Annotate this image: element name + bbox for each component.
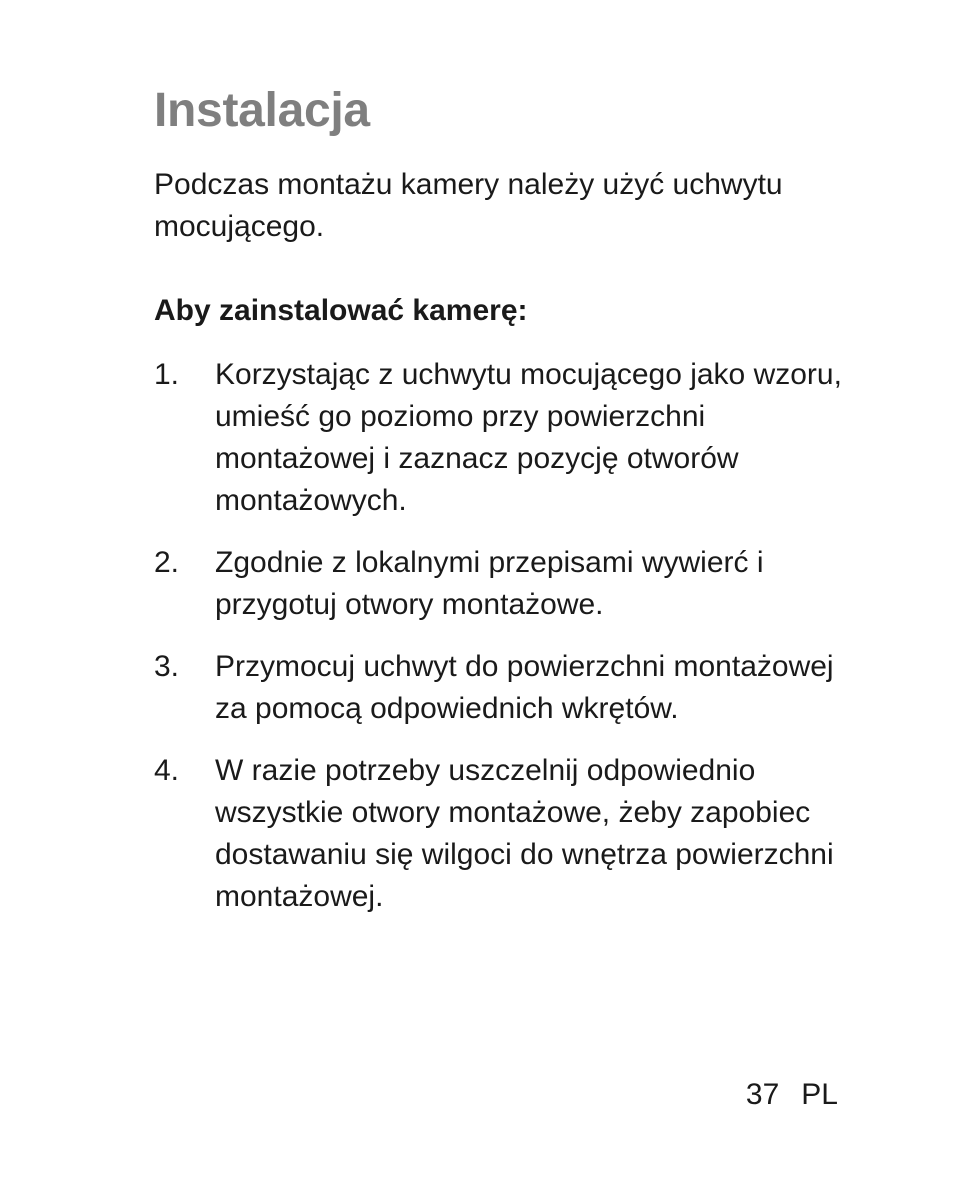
- step-text: W razie potrzeby uszczelnij odpowiednio wszystkie otwory montażowe, żeby zapobiec dostawaniu się wilgoci do wnętrza powierzchni montażowej.: [215, 754, 834, 913]
- page-title: Instalacja: [154, 84, 370, 137]
- step-number: 4.: [154, 754, 180, 787]
- step-number: 1.: [154, 358, 180, 391]
- page-footer: [746, 1074, 838, 1116]
- step-text: Zgodnie z lokalnymi przepisami wywierć i przygotuj otwory montażowe.: [215, 546, 764, 621]
- manual-page: [154, 0, 844, 1190]
- step-text: Przymocuj uchwyt do powierzchni montażowej za pomocą odpowiednich wkrętów.: [215, 650, 834, 725]
- step-number: 2.: [154, 546, 180, 579]
- step-item: [154, 750, 844, 918]
- step-text: Korzystając z uchwytu mocującego jako wzoru, umieść go poziomo przy powierzchni montażowej i zaznacz pozycję otworów montażowych.: [215, 358, 842, 517]
- page-number: 37: [745, 1078, 780, 1111]
- step-item: [154, 646, 844, 730]
- step-item: [154, 354, 844, 522]
- instructions-heading: Aby zainstalować kamerę:: [154, 294, 528, 327]
- intro-paragraph: Podczas montażu kamery należy użyć uchwytu mocującego.: [154, 168, 783, 243]
- language-code: PL: [801, 1078, 838, 1111]
- installation-steps-list: [154, 354, 844, 938]
- step-number: 3.: [154, 650, 180, 683]
- step-item: [154, 542, 844, 626]
